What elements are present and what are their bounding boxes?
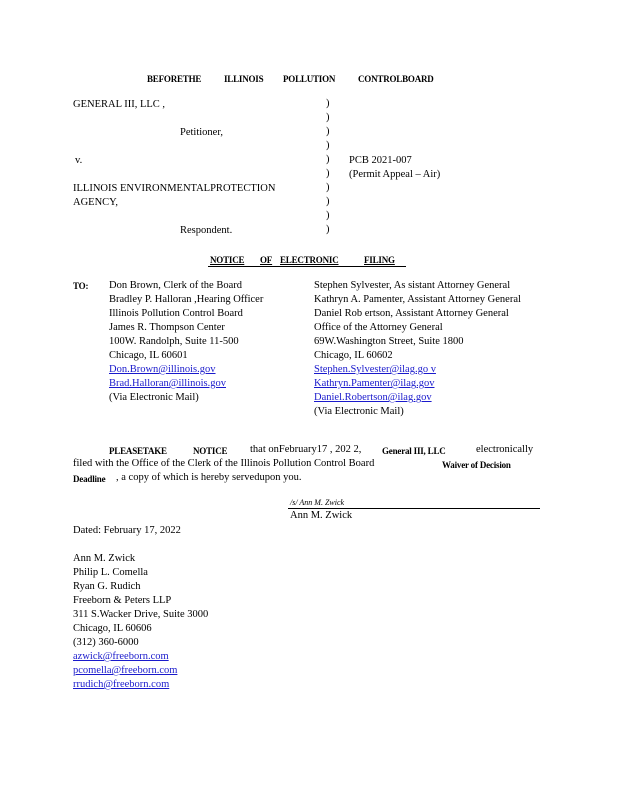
- filing-text: filed with the Office of the Clerk of the Illinois Pollution Control Board: [73, 458, 375, 469]
- service-line: Illinois Pollution Control Board: [109, 308, 243, 319]
- to-label: TO:: [73, 281, 89, 291]
- via-note: (Via Electronic Mail): [109, 392, 199, 403]
- caption-parentheses: [326, 97, 330, 237]
- please-take: PLEASETAKE: [109, 446, 167, 456]
- heading-word: CONTROLBOARD: [358, 74, 434, 84]
- email-link[interactable]: azwick@freeborn.com: [73, 651, 169, 662]
- case-type: (Permit Appeal – Air): [349, 169, 441, 180]
- petitioner-label: Petitioner,: [180, 127, 224, 138]
- signer-name: Ann M. Zwick: [290, 510, 353, 521]
- counsel-line: Ann M. Zwick: [73, 553, 136, 564]
- heading-word: POLLUTION: [283, 74, 336, 84]
- service-line: Chicago, IL 60602: [314, 350, 393, 361]
- paren: ): [326, 98, 330, 109]
- email-link[interactable]: Stephen.Sylvester@ilag.go v: [314, 364, 436, 375]
- paren: ): [326, 182, 330, 193]
- counsel-line: Ryan G. Rudich: [73, 581, 141, 592]
- counsel-line: 311 S.Wacker Drive, Suite 3000: [73, 609, 209, 620]
- title-word: ELECTRONIC: [280, 255, 339, 265]
- email-link[interactable]: Don.Brown@illinois.gov: [109, 364, 216, 375]
- paren: ): [326, 112, 330, 123]
- service-right-column: [314, 279, 521, 419]
- notice-date-text: that onFebruary17 , 202 2,: [250, 444, 362, 455]
- service-line: Kathryn A. Pamenter, Assistant Attorney General: [314, 294, 521, 305]
- service-line: Stephen Sylvester, As sistant Attorney General: [314, 280, 511, 291]
- service-line: Office of the Attorney General: [314, 322, 443, 333]
- title-word: FILING: [364, 255, 395, 265]
- counsel-line: Freeborn & Peters LLP: [73, 595, 172, 606]
- respondent-name-line1: ILLINOIS ENVIRONMENTALPROTECTION: [73, 183, 276, 194]
- title-word: NOTICE: [210, 255, 245, 265]
- electronically: electronically: [476, 444, 534, 455]
- paren: ): [326, 154, 330, 165]
- email-link[interactable]: Kathryn.Pamenter@ilag.gov: [314, 378, 435, 389]
- service-line: Bradley P. Halloran ,Hearing Officer: [109, 294, 264, 305]
- paren: ): [326, 140, 330, 151]
- paren: ): [326, 210, 330, 221]
- service-line: Daniel Rob ertson, Assistant Attorney General: [314, 308, 509, 319]
- paren: ): [326, 126, 330, 137]
- paren: ): [326, 196, 330, 207]
- case-number: PCB 2021-007: [349, 155, 412, 166]
- email-link[interactable]: Brad.Halloran@illinois.gov: [109, 378, 226, 389]
- respondent-name-line2: AGENCY,: [73, 197, 119, 208]
- heading-word: ILLINOIS: [224, 74, 264, 84]
- counsel-block: [73, 552, 208, 692]
- service-left-column: [109, 279, 263, 405]
- service-line: 69W.Washington Street, Suite 1800: [314, 336, 464, 347]
- service-line: 100W. Randolph, Suite 11-500: [109, 336, 239, 347]
- versus: v.: [75, 155, 83, 166]
- document-title-cont: Deadline: [73, 474, 106, 484]
- service-line: Don Brown, Clerk of the Board: [109, 280, 242, 291]
- paren: ): [326, 224, 330, 235]
- document-title: Waiver of Decision: [442, 460, 511, 470]
- service-line: James R. Thompson Center: [109, 322, 225, 333]
- notice-word: NOTICE: [193, 446, 228, 456]
- petitioner-name: GENERAL III, LLC ,: [73, 99, 166, 110]
- counsel-line: (312) 360-6000: [73, 637, 139, 648]
- heading-word: BEFORETHE: [147, 74, 202, 84]
- counsel-line: Chicago, IL 60606: [73, 623, 152, 634]
- dated-line: Dated: February 17, 2022: [73, 525, 181, 536]
- title-underline: [208, 266, 406, 267]
- email-link[interactable]: rrudich@freeborn.com: [73, 679, 170, 690]
- email-link[interactable]: Daniel.Robertson@ilag.gov: [314, 392, 432, 403]
- electronic-signature: /s/ Ann M. Zwick: [290, 498, 345, 507]
- service-text: , a copy of which is hereby servedupon you.: [116, 472, 302, 483]
- counsel-line: Philip L. Comella: [73, 567, 148, 578]
- email-link[interactable]: pcomella@freeborn.com: [73, 665, 178, 676]
- via-note: (Via Electronic Mail): [314, 406, 404, 417]
- party-name: General III, LLC: [382, 446, 446, 456]
- signature-line: [288, 508, 540, 509]
- respondent-label: Respondent.: [180, 225, 233, 236]
- title-word: OF: [260, 255, 273, 265]
- service-line: Chicago, IL 60601: [109, 350, 188, 361]
- paren: ): [326, 168, 330, 179]
